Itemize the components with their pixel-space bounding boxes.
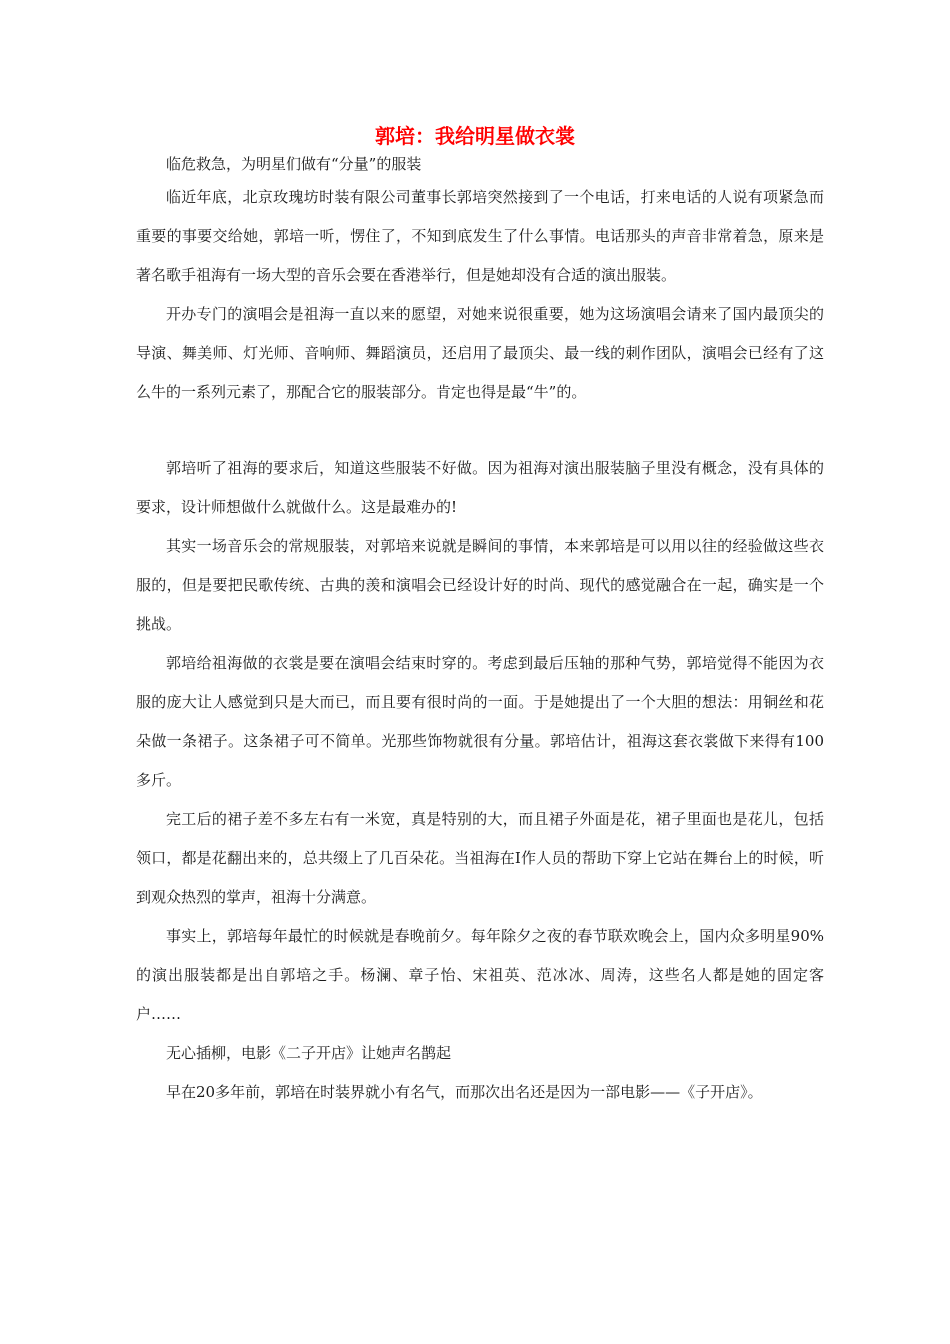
paragraph: 开办专门的演唱会是祖海一直以来的愿望，对她来说很重要，她为这场演唱会请来了国内最顶尖的导演、舞美师、灯光师、音响师、舞蹈演员，还启用了最顶尖、最一线的刺作团队，演唱会已经有了这么牛的一系列元素了，那配合它的服装部分。肯定也得是最“牛”的。 [136,305,824,401]
section-heading: 临危救急，为明星们做有“分量”的服装 [166,155,422,173]
paragraph: 郭培给祖海做的衣裳是要在演唱会结束时穿的。考虑到最后压轴的那种气势，郭培觉得不能因为衣服的庞大让人感觉到只是大而已，而且要有很时尚的一面。于是她提出了一个大胆的想法：用铜丝和花朵做一条裙子。这条裙子可不简单。光那些饰物就很有分量。郭培估计，祖海这套衣裳做下来得有100多斤。 [136,654,824,789]
section-heading: 无心插柳，电影《二子开店》让她声名鹊起 [166,1044,452,1062]
paragraph: 其实一场音乐会的常规服装，对郭培来说就是瞬间的事情，本来郭培是可以用以往的经验做这些衣服的，但是要把民歌传统、古典的羡和演唱会已经设计好的时尚、现代的感觉融合在一起，确实是一个挑战。 [136,537,824,633]
paragraph: 完工后的裙子差不多左右有一米宽，真是特别的大，而且裙子外面是花，裙子里面也是花儿，包括领口，都是花翻出来的，总共缀上了几百朵花。当祖海在I作人员的帮助下穿上它站在舞台上的时候，听到观众热烈的掌声，祖海十分满意。 [136,810,824,906]
paragraph: 临近年底，北京玫瑰坊时装有限公司董事长郭培突然接到了一个电话，打来电话的人说有项紧急而重要的事要交给她，郭培一听，愣住了，不知到底发生了什么事情。电话那头的声音非常着急，原来是著名歌手祖海有一场大型的音乐会要在香港举行，但是她却没有合适的演出服装。 [136,188,824,284]
paragraph: 事实上，郭培每年最忙的时候就是春晚前夕。每年除夕之夜的春节联欢晚会上，国内众多明星90%的演出服装都是出自郭培之手。杨澜、章子怡、宋祖英、范冰冰、周涛，这些名人都是她的固定客户…… [136,927,824,1023]
document-body [136,148,824,1112]
paragraph-gap [136,412,824,449]
document-title: 郭培：我给明星做衣裳 [375,124,575,148]
paragraph: 早在20多年前，郭培在时装界就小有名气，而那次出名还是因为一部电影——《子开店》。 [166,1083,763,1101]
paragraph: 郭培听了祖海的要求后，知道这些服装不好做。因为祖海对演出服装脑子里没有概念，没有具体的要求，设计师想做什么就做什么。这是最难办的! [136,459,824,516]
